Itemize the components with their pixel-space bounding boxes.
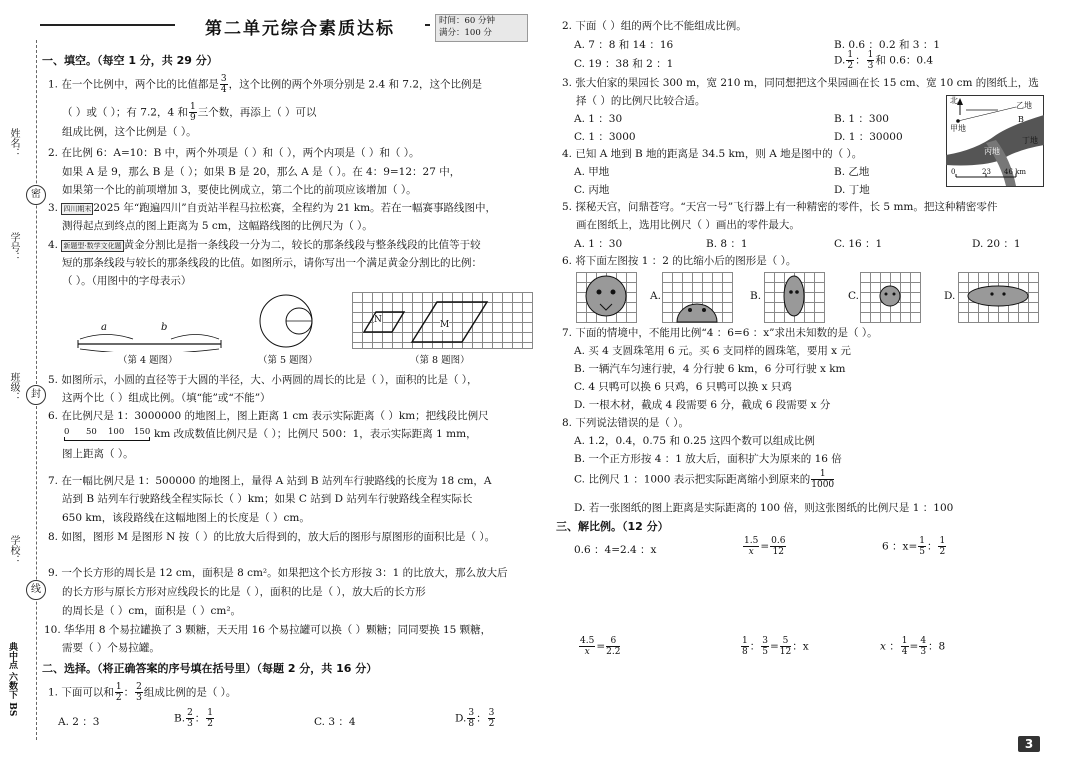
fraction: $\frac{3}{2}$ — [488, 708, 495, 729]
choice-7-option-d[interactable]: D. 一根木材，截成 4 段需要 6 分，截成 6 段需要 x 分 — [574, 399, 831, 411]
question-6-line2 — [62, 426, 477, 441]
map-bing: 丙地 — [984, 147, 1000, 156]
segment-b-label: b — [161, 322, 168, 333]
fraction: $\frac{1}{2}$ — [207, 708, 214, 729]
choice-2: 2. 下面（ ）组的两个比不能组成比例。 — [562, 20, 747, 32]
choice-6-option-c[interactable]: C. — [848, 290, 859, 302]
fraction: $\frac{2}{3}$ — [187, 708, 193, 729]
choice-5-option-b[interactable]: B. 8 ：1 — [706, 238, 748, 250]
brand-label: 典中点 六数下 BS — [7, 642, 17, 717]
choice-3-option-b[interactable]: B. 1 ：300 — [834, 113, 889, 125]
scale-line — [64, 437, 150, 441]
section-solve: 三、解比例。（12 分） — [556, 520, 669, 533]
choice-4: 4. 已知 A 地到 B 地的距离是 34.5 km，则 A 地是图中的（ ）。 — [562, 148, 863, 160]
question-2-line2: 如果 A 是 9，那么 B 是（ ）；如果 B 是 20，那么 A 是（ ）。在 4：9=12：27 中， — [62, 166, 461, 178]
source-tag: 四川期末 — [63, 205, 92, 213]
question-2: 2. 在比例 6：A=10：B 中，两个外项是（ ）和（ ），两个内项是（ ）和（ ）。 — [48, 147, 420, 159]
choice-2-option-c[interactable]: C. 19 ：38 和 2 ：1 — [574, 58, 674, 70]
fraction: $\frac{5}{12}$ — [779, 636, 792, 657]
proportion-1: 0.6 ：4=2.4 ：x — [574, 544, 657, 556]
q3-number: 3. — [48, 202, 59, 214]
map-north: 北 — [950, 96, 958, 105]
fraction: $\frac{1.5}{x}$ — [744, 536, 759, 557]
face-b — [764, 272, 826, 324]
choice-4-option-b[interactable]: B. 乙地 — [834, 166, 870, 178]
choice-1-option-d[interactable]: D. $\frac{3}{8}$ ： $\frac{3}{2}$ — [455, 708, 495, 729]
choice-8-option-d[interactable]: D. 若一张图纸的图上距离是实际距离的 100 倍，则这张图纸的比例尺是 1 ：100 — [574, 502, 954, 514]
fraction: $\frac{1}{2}$ — [115, 682, 122, 703]
fraction: $\frac{4.5}{x}$ — [580, 636, 595, 657]
q6-text-b: km 改成数值比例尺是（ ）；比例尺 500：1，表示实际距离 1 mm， — [154, 428, 477, 440]
proportion-5 — [740, 636, 809, 657]
choice-1-option-c[interactable]: C. 3 ：4 — [314, 716, 356, 728]
question-5: 5. 如图所示，小圆的直径等于大圆的半径，大、小两圆的周长的比是（ ），面积的比是（ ）， — [48, 374, 478, 386]
question-6-line3: 图上距离（ ）。 — [62, 448, 134, 460]
figure-4-caption: （第 4 题图） — [118, 355, 178, 366]
scale-tick: 0 — [64, 427, 70, 437]
section-fill-blank: 一、填空。（每空 1 分，共 29 分） — [42, 54, 218, 67]
fraction: $\frac{1}{3}$ — [867, 50, 874, 71]
choice-2-option-d[interactable]: D. $\frac{1}{2}$ ： $\frac{1}{3}$ 和 0.6：0.4 — [834, 50, 934, 71]
choice-3: 3. 张大伯家的果园长 300 m，宽 210 m，同同想把这个果园画在长 15 cm、宽 10 cm 的图纸上，选 — [562, 77, 1039, 89]
choice-7-option-b[interactable]: B. 一辆汽车匀速行驶，4 分行驶 6 km，6 分可行驶 x km — [574, 363, 846, 375]
choice-3-option-a[interactable]: A. 1 ：30 — [574, 113, 623, 125]
choice-8-option-b[interactable]: B. 一个正方形按 4 ：1 放大后，面积扩大为原来的 16 倍 — [574, 453, 842, 465]
question-7-line2: 站到 B 站列车行驶路线全程实际长（ ）km；如果 C 站到 D 站列车行驶路线全程实际长 — [62, 493, 473, 505]
choice-4-option-a[interactable]: A. 甲地 — [574, 166, 610, 178]
map-b: B — [1018, 115, 1024, 124]
choice-3-line2: 择（ ）的比例尺比较合适。 — [576, 95, 706, 107]
scale-tick: 150 — [134, 427, 151, 437]
circles-figure — [258, 293, 318, 349]
header-rule-right — [425, 24, 430, 26]
equals-sign: = — [909, 640, 919, 653]
choice-7-option-c[interactable]: C. 4 只鸭可以换 6 只鸡，6 只鸭可以换 x 只鸡 — [574, 381, 792, 393]
choice-3-option-d[interactable]: D. 1 ：30000 — [834, 131, 903, 143]
time-limit: 时间：60 分钟 — [439, 16, 496, 26]
fraction: $\frac{1}{8}$ — [742, 636, 748, 657]
face-a — [662, 272, 734, 324]
choice-5-line2: 画在图纸上，选用比例尺（ ）画出的零件最大。 — [576, 219, 800, 231]
fraction-den: 9 — [189, 113, 196, 123]
fraction: $\frac{6}{2.2}$ — [606, 636, 621, 657]
choice-5: 5. 探秘天宫，问鼎苍穹。“天宫一号”飞行器上有一种精密的零件，长 5 mm。把这种精密零件 — [562, 201, 998, 213]
choice-8: 8. 下列说法错误的是（ ）。 — [562, 417, 689, 429]
question-4-line2: 短的那条线段与较长的那条线段的比值。如图所示，请你写出一个满足黄金分割比的比例： — [62, 257, 482, 269]
ratio-x: ：x — [792, 640, 809, 653]
question-1 — [48, 74, 482, 95]
choice-4-option-d[interactable]: D. 丁地 — [834, 184, 870, 196]
shape-m-label: M — [440, 320, 450, 330]
fraction: $\frac{1}{5}$ — [919, 536, 925, 557]
original-face — [576, 272, 638, 324]
face-d — [958, 272, 1040, 324]
choice-5-option-c[interactable]: C. 16 ：1 — [834, 238, 883, 250]
seal-mark-mi: 密 — [26, 185, 46, 205]
map-scale-23: 23 — [982, 168, 991, 176]
choice-3-option-c[interactable]: C. 1 ：3000 — [574, 131, 636, 143]
q4-number: 4. — [48, 239, 59, 251]
page-number: 3 — [1018, 736, 1040, 752]
fraction: $\frac{3}{5}$ — [762, 636, 768, 657]
choice-1: 1. 下面可以和 $\frac{1}{2}$ ： $\frac{2}{3}$ 组成比例的是（ ）。 — [48, 682, 237, 703]
question-9-line3: 的周长是（ ）cm，面积是（ ）cm²。 — [62, 605, 242, 617]
choice-1-option-b[interactable]: B. $\frac{2}{3}$ ： $\frac{1}{2}$ — [174, 708, 214, 729]
class-label: 班级： — [8, 372, 19, 402]
question-7: 7. 在一幅比例尺是 1：500000 的地图上，量得 A 站到 B 站列车行驶路线的长度为 18 cm，A — [48, 475, 492, 487]
fraction-num: 1 — [189, 102, 196, 112]
choice-7-option-a[interactable]: A. 买 4 支圆珠笔用 6 元。买 6 支同样的圆珠笔，要用 x 元 — [574, 345, 851, 357]
q1-text-c: （ ）或（ ）；有 7.2，4 和 — [62, 106, 188, 119]
equals-sign: = — [760, 540, 770, 553]
fraction: $\frac{1}{2}$ — [939, 536, 946, 557]
q1-text-a: 1. 在一个比例中，两个比的比值都是 — [48, 78, 219, 91]
fraction: $\frac{4}{3}$ — [920, 636, 927, 657]
option-letter: D. — [834, 54, 846, 67]
golden-ratio-figure — [76, 322, 226, 352]
choice-2-option-b[interactable]: B. 0.6 ：0.2 和 3 ：1 — [834, 39, 940, 51]
fraction: $\frac{2}{3}$ — [136, 682, 142, 703]
choice-5-option-d[interactable]: D. 20 ：1 — [972, 238, 1021, 250]
map-scale-46: 46 km — [1004, 168, 1027, 176]
q1-text-d: 三个数，再添上（ ）可以 — [197, 106, 317, 119]
equals-sign: = — [769, 640, 779, 653]
question-10: 10. 华华用 8 个易拉罐换了 3 颗糖，天天用 16 个易拉罐可以换（ ）颗糖；同同要换 15 颗糖， — [44, 624, 492, 636]
scale-tick: 100 — [108, 427, 125, 437]
choice-5-option-a[interactable]: A. 1 ：30 — [574, 238, 623, 250]
face-c — [860, 272, 922, 324]
question-1-line2 — [62, 102, 317, 123]
header-rule-left — [40, 24, 175, 26]
name-label: 姓名： — [8, 128, 19, 158]
section-choice: 二、选择。（将正确答案的序号填在括号里）（每题 2 分，共 16 分） — [42, 662, 378, 675]
id-label: 学号： — [8, 232, 19, 262]
fraction: $\frac{0.6}{12}$ — [771, 536, 786, 557]
full-score: 满分：100 分 — [439, 28, 492, 38]
segment-a-label: a — [101, 322, 107, 333]
c1-text: 1. 下面可以和 — [48, 686, 114, 699]
option-letter: D. — [455, 712, 467, 725]
figure-8-caption: （第 8 题图） — [410, 355, 470, 366]
fraction: $\frac{1}{4}$ — [901, 636, 908, 657]
question-4-line3: （ ）。（用图中的字母表示） — [62, 275, 192, 287]
line-scale-bar — [62, 427, 154, 441]
map-scale-0: 0 — [951, 168, 956, 176]
proportion-3: 6 ：x= $\frac{1}{5}$ ： $\frac{1}{2}$ — [882, 536, 946, 557]
question-7-line3: 650 km，该段路线在这幅地图上的长度是（ ）cm。 — [62, 512, 310, 524]
question-10-line2: 需要（ ）个易拉罐。 — [62, 642, 160, 654]
c8-option-c-text: C. 比例尺 1 ：1000 表示把实际距离缩小到原来的 — [574, 473, 811, 486]
question-6: 6. 在比例尺是 1：3000000 的地图上，图上距离 1 cm 表示实际距离（ ）km；把线段比例尺 — [48, 410, 489, 422]
scale-tick: 50 — [86, 427, 97, 437]
choice-7: 7. 下面的情境中，不能用比例“4 ：6=6 ：x”求出未知数的是（ ）。 — [562, 327, 878, 339]
seal-mark-xian: 线 — [26, 580, 46, 600]
ratio-colon: ： — [749, 640, 761, 653]
question-2-line3: 如果第一个比的前项增加 3，要使比例成立，第二个比的前项应该增加（ ）。 — [62, 184, 417, 196]
option-letter: B. — [174, 712, 186, 725]
q1-text-b: ，这个比例的两个外项分别是 2.4 和 7.2，这个比例是 — [228, 78, 483, 91]
q4-text: 黄金分割比是指一条线段一分为二，较长的那条线段与整条线段的比值等于较 — [123, 239, 481, 251]
choice-6-option-b[interactable]: B. — [750, 290, 762, 302]
c1-text-b: 组成比例的是（ ）。 — [143, 686, 237, 699]
school-label: 学校： — [8, 535, 19, 565]
map-yi: 乙地 — [1016, 101, 1032, 110]
proportion-6: x ： $\frac{1}{4}$ = $\frac{4}{3}$ ：8 — [880, 636, 946, 657]
choice-6: 6. 将下面左图按 1 ：2 的比缩小后的图形是（ ）。 — [562, 255, 797, 267]
question-9-line2: 的长方形与原长方形对应线段长的比是（ ），面积的比是（ ），放大后的长方形 — [62, 586, 426, 598]
map-jia: 甲地 — [950, 124, 966, 133]
choice-1-option-a[interactable]: A. 2 ：3 — [58, 716, 100, 728]
fraction: $\frac{3}{8}$ — [468, 708, 475, 729]
fraction-num: 3 — [220, 74, 227, 84]
question-3-line2: 测得起点到终点的图上距离为 5 cm，这幅路线图的比例尺为（ ）。 — [62, 220, 373, 232]
question-3 — [48, 200, 496, 215]
equals-sign: = — [596, 640, 606, 653]
choice-2-option-a[interactable]: A. 7 ：8 和 14 ：16 — [574, 39, 674, 51]
fraction: $\frac{1}{2}$ — [847, 50, 854, 71]
fraction: $\frac{1}{1000}$ — [811, 469, 835, 490]
q3-text: 2025 年“跑遍四川”自贡站半程马拉松赛，全程约为 21 km。若在一幅赛事路线图中， — [93, 202, 497, 214]
choice-6-option-d[interactable]: D. — [944, 290, 956, 302]
page-title: 第二单元综合素质达标 — [205, 19, 395, 39]
choice-4-option-c[interactable]: C. 丙地 — [574, 184, 610, 196]
proportion-4 — [578, 636, 621, 657]
choice-6-option-a[interactable]: A. — [650, 290, 661, 302]
binding-margin — [0, 0, 40, 773]
question-9: 9. 一个长方形的周长是 12 cm，面积是 8 cm²。如果把这个长方形按 3：1 的比放大，那么放大后 — [48, 567, 508, 579]
shape-n-label: N — [374, 315, 382, 325]
figure-5-caption: （第 5 题图） — [258, 355, 318, 366]
source-tag: 新题型·数学文化题 — [63, 242, 122, 250]
fraction-1-9 — [189, 102, 197, 123]
choice-8-option-c[interactable] — [574, 469, 835, 490]
map-ding: 丁地 — [1022, 136, 1038, 145]
proportion-2 — [742, 536, 787, 557]
question-5-line2: 这两个比（ ）组成比例。（填“能”或“不能”） — [62, 392, 271, 404]
time-score-box — [435, 14, 528, 42]
choice-8-option-a[interactable]: A. 1.2，0.4，0.75 和 0.25 这四个数可以组成比例 — [574, 435, 815, 447]
question-1-line3: 组成比例，这个比例是（ ）。 — [62, 126, 197, 138]
fraction-den: 4 — [220, 85, 227, 95]
p3-prefix: 6 ：x= — [882, 540, 918, 553]
seal-mark-feng: 封 — [26, 385, 46, 405]
question-4 — [48, 237, 481, 252]
page-header — [40, 14, 530, 44]
question-8: 8. 如图，图形 M 是图形 N 按（ ）的比放大后得到的，放大后的图形与原图形的面积比是（ ）。 — [48, 531, 496, 543]
fraction-3-4 — [220, 74, 228, 95]
